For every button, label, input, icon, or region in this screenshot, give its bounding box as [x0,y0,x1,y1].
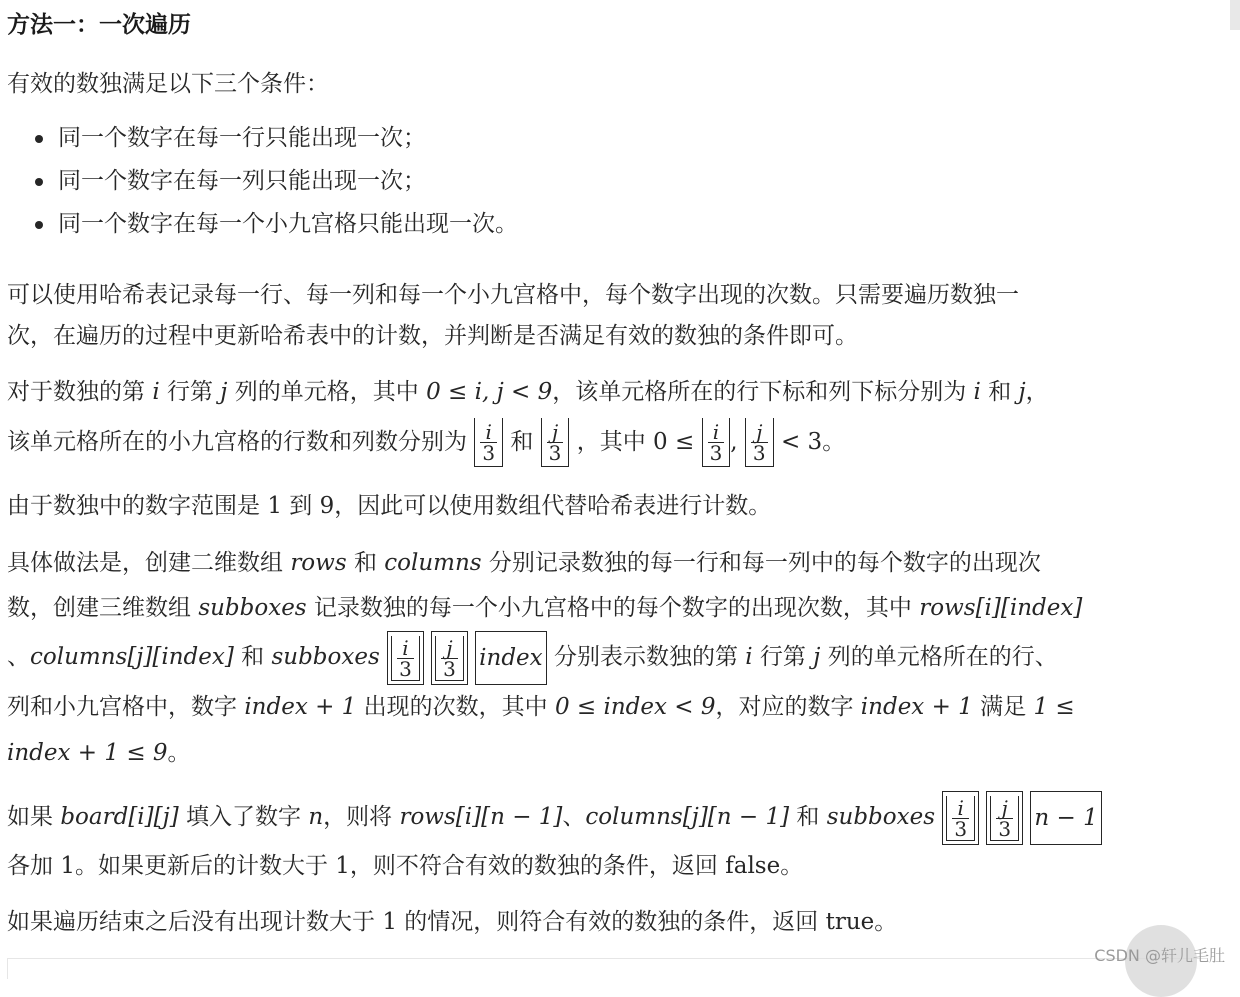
index-bracket: $\frac{i}{3}$ [387,631,424,685]
paragraph-method-line3: 、columns[j][index] 和 subboxes $\frac{i}{3}$ $\frac{j}{3}$ index 分别表示数独的第 i 行第 j 列的单元格所在的行、 [7,628,1058,686]
paragraph-fill-line2: 各加 1。如果更新后的计数大于 1，则不符合有效的数独的条件，返回 false。 [7,853,804,879]
bullet-icon [35,135,43,143]
paragraph-result: 如果遍历结束之后没有出现计数大于 1 的情况，则符合有效的数独的条件，返回 true。 [7,909,898,935]
paragraph-method-line1: 具体做法是，创建二维数组 rows 和 columns 分别记录数独的每一行和每一列中的每个数字的出现次 [7,550,1041,576]
csdn-watermark: CSDN @轩儿毛肚 [1094,946,1225,965]
paragraph-hash-line2: 次，在遍历的过程中更新哈希表中的计数，并判断是否满足有效的数独的条件即可。 [7,323,858,349]
paragraph-fill-line1: 如果 board[i][j] 填入了数字 n，则将 rows[i][n − 1]、columns[j][n − 1] 和 subboxes $\frac{i}{3}$ $\frac{j}{3}$ n − 1 [7,788,1102,846]
paragraph-method-line2: 数，创建三维数组 subboxes 记录数独的每一个小九宫格中的每个数字的出现次数，其中 rows[i][index] [7,595,1083,621]
bullet-icon [35,221,43,229]
scrollbar[interactable] [1230,0,1240,30]
bullet-icon [35,178,43,186]
paragraph-hash-line1: 可以使用哈希表记录每一行、每一列和每一个小九宫格中，每个数字出现的次数。只需要遍历数独一 [7,282,1019,308]
index-bracket: $\frac{j}{3}$ [986,791,1023,845]
code-block-edge [7,958,1208,979]
index-bracket: $\frac{j}{3}$ [431,631,468,685]
floor-i-over-3: $\frac{i}{3}$ [474,418,503,467]
list-item: 同一个数字在每一行只能出现一次； [0,120,518,163]
paragraph-method-line5: index + 1 ≤ 9。 [7,740,191,766]
index-bracket: $\frac{i}{3}$ [942,791,979,845]
section-heading: 方法一：一次遍历 [7,12,191,38]
list-item: 同一个数字在每一列只能出现一次； [0,163,518,206]
paragraph-index-line2: 该单元格所在的小九宫格的行数和列数分别为 $\frac{i}{3}$ 和 $\frac{j}{3}$ ，其中 0 ≤ $\frac{i}{3}$ , $\frac{j}{3}$ < 3。 [7,420,846,465]
paragraph-method-line4: 列和小九宫格中，数字 index + 1 出现的次数，其中 0 ≤ index < 9，对应的数字 index + 1 满足 1 ≤ [7,694,1075,720]
floor-j-over-3: $\frac{j}{3}$ [541,418,570,467]
list-item: 同一个数字在每一个小九宫格只能出现一次。 [0,206,518,249]
intro-text: 有效的数独满足以下三个条件： [7,71,329,97]
index-bracket: n − 1 [1030,791,1101,845]
paragraph-array: 由于数独中的数字范围是 1 到 9，因此可以使用数组代替哈希表进行计数。 [7,493,772,519]
floor-j-over-3: $\frac{j}{3}$ [745,418,774,467]
conditions-list [0,120,518,249]
floor-i-over-3: $\frac{i}{3}$ [702,418,731,467]
paragraph-index-line1: 对于数独的第 i 行第 j 列的单元格，其中 0 ≤ i, j < 9，该单元格所在的行下标和列下标分别为 i 和 j， [7,379,1049,405]
index-bracket: index [475,631,546,685]
